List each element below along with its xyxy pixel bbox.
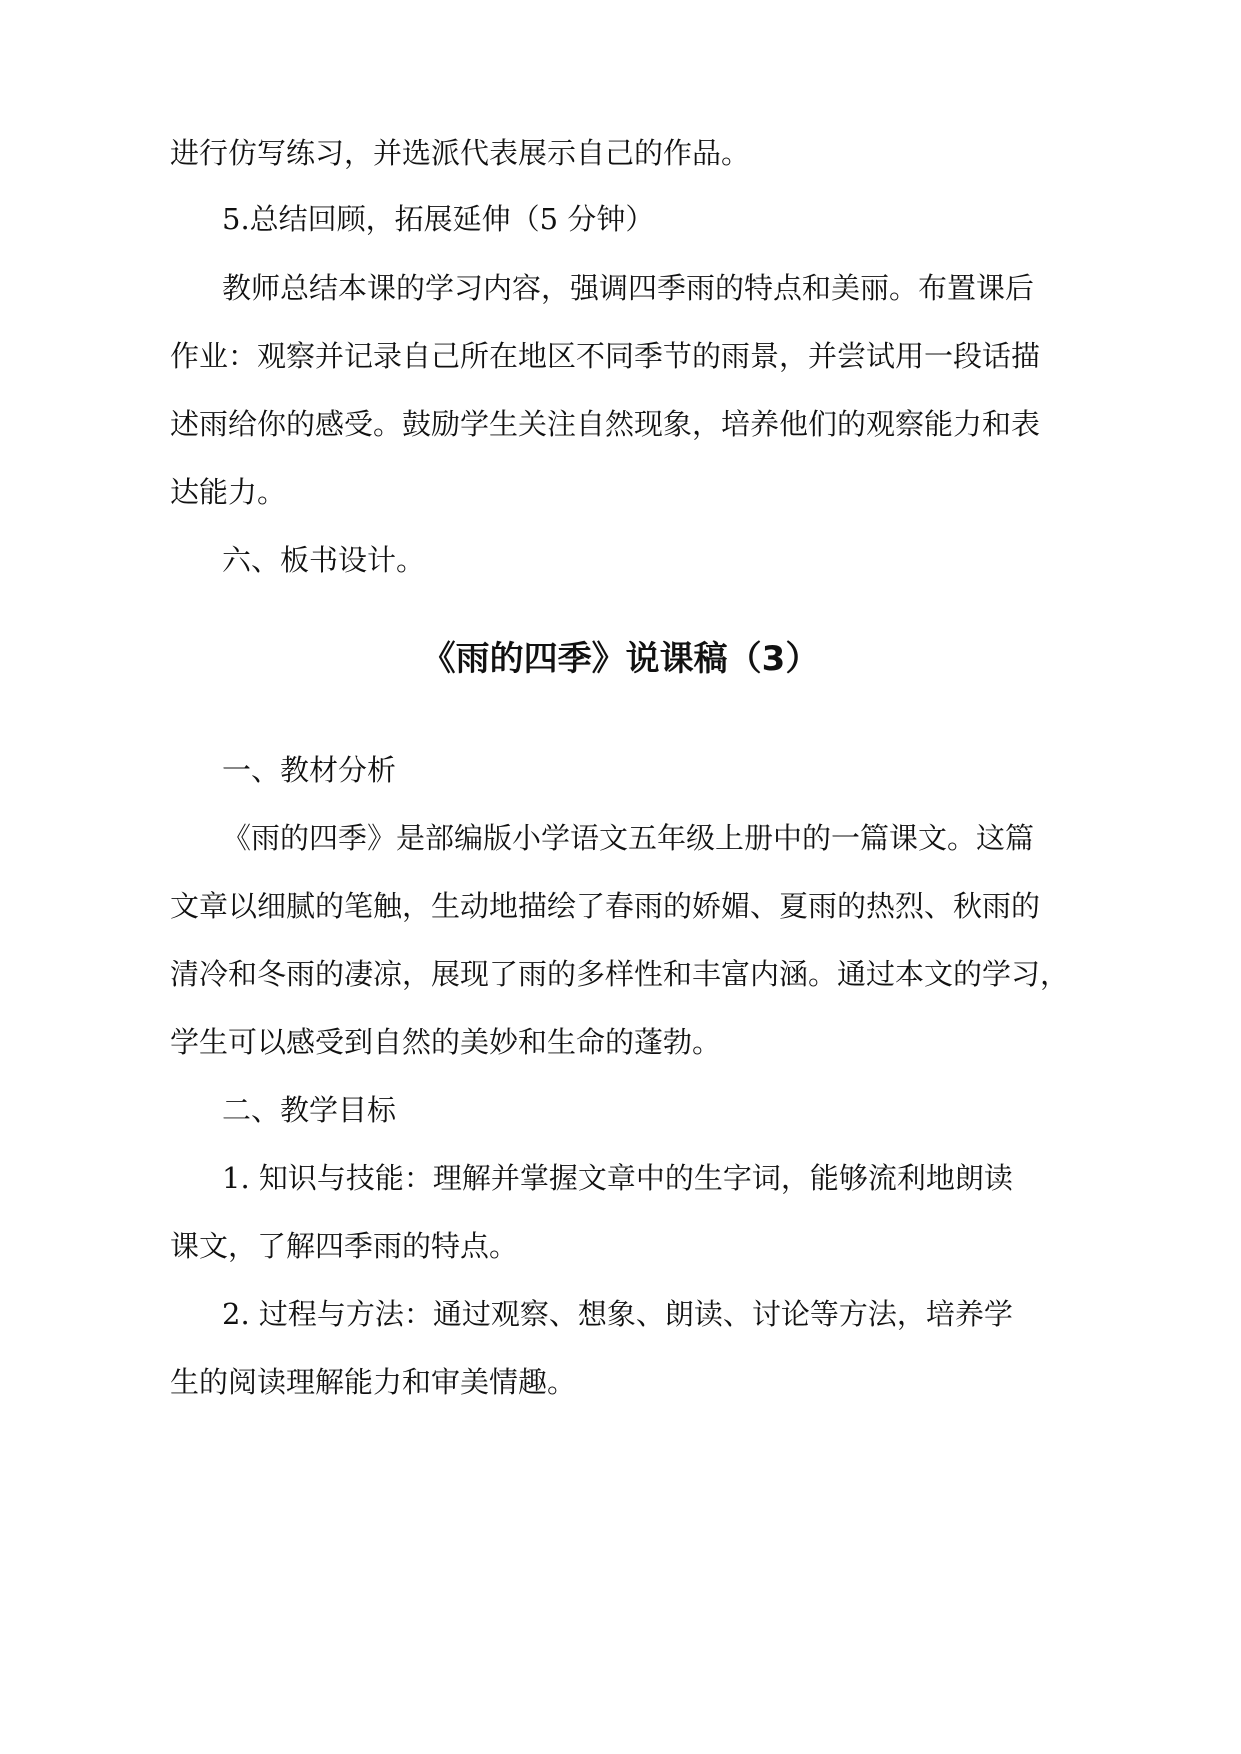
continuation-line: 进行仿写练习，并选派代表展示自己的作品。 [170,136,751,170]
step-5-paragraph-line: 述雨给你的感受。鼓励学生关注自然现象，培养他们的观察能力和表 [170,407,1041,441]
goal-1-line: 课文，了解四季雨的特点。 [170,1229,519,1263]
section-1-paragraph-line: 清冷和冬雨的凄凉，展现了雨的多样性和丰富内涵。通过本文的学习， [170,957,1070,991]
section-1-paragraph-line: 学生可以感受到自然的美妙和生命的蓬勃。 [170,1025,722,1059]
document-title: 《雨的四季》说课稿（3） [421,639,820,679]
section-1-paragraph-line: 文章以细腻的笔触，生动地描绘了春雨的娇媚、夏雨的热烈、秋雨的 [170,889,1041,923]
step-5-paragraph-line: 达能力。 [170,475,287,509]
goal-2-line: 生的阅读理解能力和审美情趣。 [170,1365,577,1399]
goal-2-line: 2. 过程与方法：通过观察、想象、朗读、讨论等方法，培养学 [222,1297,1013,1331]
section-1-heading: 一、教材分析 [222,753,397,787]
goal-1-line: 1. 知识与技能：理解并掌握文章中的生字词，能够流利地朗读 [222,1161,1013,1195]
step-5-paragraph-line: 教师总结本课的学习内容，强调四季雨的特点和美丽。布置课后 [222,271,1035,305]
section-6-heading: 六、板书设计。 [222,543,426,577]
step-5-paragraph-line: 作业：观察并记录自己所在地区不同季节的雨景，并尝试用一段话描 [170,339,1041,373]
section-1-paragraph-line: 《雨的四季》是部编版小学语文五年级上册中的一篇课文。这篇 [222,821,1035,855]
step-5-heading: 5.总结回顾，拓展延伸（5 分钟） [222,202,655,236]
section-2-heading: 二、教学目标 [222,1093,397,1127]
